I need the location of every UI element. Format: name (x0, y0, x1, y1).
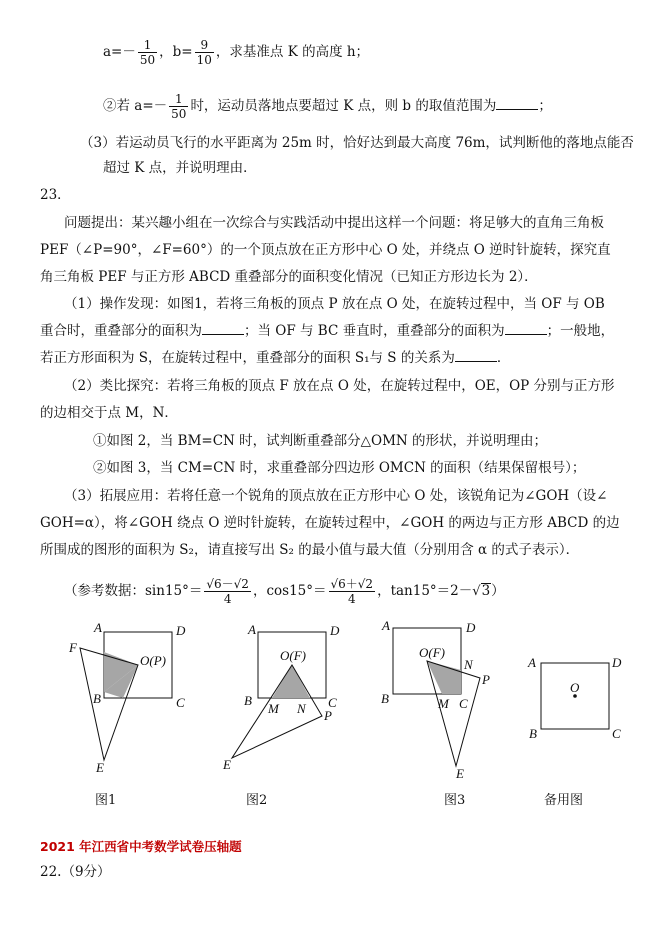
ref-prefix: （参考数据：sin15°＝ (64, 583, 203, 599)
q22-line2 (103, 92, 552, 121)
fraction-a (138, 38, 157, 67)
fraction-denominator: 50 (139, 53, 156, 67)
label-B: B (529, 726, 537, 741)
label-O: O(P) (140, 653, 166, 668)
q23-intro-3: 角三角板 PEF 与正方形 ABCD 重叠部分的面积变化情况（已知正方形边长为 2）． (40, 269, 538, 285)
q22-line4: 超过 K 点，并说明理由． (103, 160, 257, 176)
label-M: M (438, 696, 449, 711)
part1-text-a: 重合时，重叠部分的面积为 (40, 323, 202, 339)
q23-part1-line1: （1）操作发现：如图1，若将三角板的顶点 P 放在点 O 处，在旋转过程中，当 OF 与 OB (64, 296, 605, 312)
label-O: O(F) (280, 648, 306, 663)
label-B: B (244, 693, 252, 708)
figures-row (0, 610, 665, 790)
label-D: D (330, 623, 340, 638)
q23-intro-1: 问题提出：某兴趣小组在一次综合与实践活动中提出这样一个问题：将足够大的直角三角板 (64, 215, 604, 231)
label-A: A (248, 622, 256, 637)
figure-2 (222, 622, 340, 772)
label-C: C (176, 695, 185, 710)
q22-line2-end: ； (538, 98, 552, 114)
label-A: A (528, 655, 536, 670)
q22-a-prefix: a=－ (103, 44, 136, 60)
ref-cos-prefix: ，cos15°＝ (252, 583, 327, 599)
q23-reference-data (64, 577, 505, 606)
part1-text-b: ；当 OF 与 BC 垂直时，重叠部分的面积为 (244, 323, 505, 339)
answer-blank[interactable] (505, 322, 547, 335)
answer-blank[interactable] (455, 349, 497, 362)
fraction-numerator: 9 (195, 38, 214, 53)
q23-part2-sub2: ②如图 3，当 CM=CN 时，求重叠部分四边形 OMCN 的面积（结果保留根号）； (93, 460, 586, 476)
fraction-denominator: 4 (223, 592, 232, 606)
label-M: M (268, 701, 279, 716)
fraction-b (195, 38, 214, 67)
label-N: N (297, 701, 306, 716)
part1-text-e: ． (496, 350, 511, 366)
fraction-numerator: 1 (169, 92, 188, 107)
figure-1 (68, 620, 186, 775)
label-O: O (570, 680, 580, 695)
answer-blank[interactable] (202, 322, 244, 335)
label-B: B (381, 691, 389, 706)
label-E: E (96, 760, 104, 775)
caption-figure-1: 图1 (95, 793, 117, 808)
caption-figure-spare: 备用图 (544, 793, 584, 808)
label-D: D (612, 655, 622, 670)
q22-line1 (103, 38, 369, 67)
fraction-denominator: 10 (196, 53, 212, 67)
q23-part3-line3: 所围成的图形的面积为 S₂，请直接写出 S₂ 的最小值与最大值（分别用含 α 的式子表示）． (40, 542, 580, 558)
fraction-numerator: √6－√2 (206, 577, 249, 591)
section-title: 2021 年江西省中考数学试卷压轴题 (40, 839, 242, 854)
caption-figure-3: 图3 (444, 793, 466, 808)
ref-tan-prefix: ，tan15°＝2－ (377, 583, 473, 599)
label-C: C (459, 696, 468, 711)
label-E: E (223, 757, 231, 772)
answer-blank[interactable] (496, 97, 538, 110)
label-C: C (612, 726, 621, 741)
label-F: F (69, 640, 77, 655)
q22-line2-suffix: 时，运动员落地点要超过 K 点，则 b 的取值范围为 (190, 98, 497, 114)
caption-figure-2: 图2 (246, 793, 268, 808)
sqrt-sign: √ (472, 584, 481, 599)
q22-line3: （3）若运动员飞行的水平距离为 25m 时，恰好达到最大高度 76m，试判断他的落地点能否 (80, 135, 634, 151)
q23-part1-line2 (40, 321, 614, 341)
label-O: O(F) (419, 645, 445, 660)
part1-text-c: ；一般地， (546, 323, 615, 339)
fraction-numerator: 1 (138, 38, 157, 53)
fraction-cos15 (329, 577, 376, 606)
q23-part2-line1: （2）类比探究：若将三角板的顶点 F 放在点 O 处，在旋转过程中，OE，OP 分别与正方形 (64, 378, 615, 394)
q23-part3-line2: GOH=α），将∠GOH 绕点 O 逆时针旋转，在旋转过程中，∠GOH 的两边与正方形 ABCD 的边 (40, 515, 620, 531)
label-B: B (93, 691, 101, 706)
q22-line1-suffix: ，求基准点 K 的高度 h； (215, 44, 370, 60)
sqrt-radicand: 3 (481, 583, 491, 599)
figure-spare (527, 655, 622, 741)
fraction-numerator: √6＋√2 (330, 577, 374, 591)
label-P: P (324, 708, 332, 723)
label-C: C (328, 695, 337, 710)
q23-intro-2: PEF（∠P=90°，∠F=60°）的一个顶点放在正方形中心 O 处，并绕点 O 逆时针旋转，探究直 (40, 242, 611, 258)
label-D: D (466, 620, 476, 635)
q23-part3-line1: （3）拓展应用：若将任意一个锐角的顶点放在正方形中心 O 处，该锐角记为∠GOH（设∠ (64, 488, 608, 504)
overlap-shade (272, 665, 310, 698)
fraction-denominator: 50 (171, 107, 187, 121)
label-P: P (482, 672, 490, 687)
q22-line2-prefix: ②若 a=－ (103, 98, 168, 114)
q23-part2-sub1: ①如图 2，当 BM=CN 时，试判断重叠部分△OMN 的形状，并说明理由； (93, 433, 548, 449)
fraction-sin15 (204, 577, 251, 606)
fraction-a2 (169, 92, 188, 121)
label-N: N (464, 657, 473, 672)
ref-suffix: ） (491, 583, 505, 599)
fraction-denominator: 4 (347, 592, 356, 606)
q23-part2-line2: 的边相交于点 M，N． (40, 405, 178, 421)
part1-text-d: 若正方形面积为 S，在旋转过程中，重叠部分的面积 S₁与 S 的关系为 (40, 350, 455, 366)
label-D: D (176, 623, 186, 638)
q23-number: 23． (40, 187, 71, 203)
q23-part1-line3 (40, 348, 510, 368)
label-E: E (456, 766, 464, 781)
q22-number: 22.（9分） (40, 864, 111, 880)
label-A: A (382, 618, 390, 633)
q22-b-prefix: ，b= (159, 44, 193, 60)
label-A: A (94, 620, 102, 635)
figure-3 (381, 618, 490, 781)
